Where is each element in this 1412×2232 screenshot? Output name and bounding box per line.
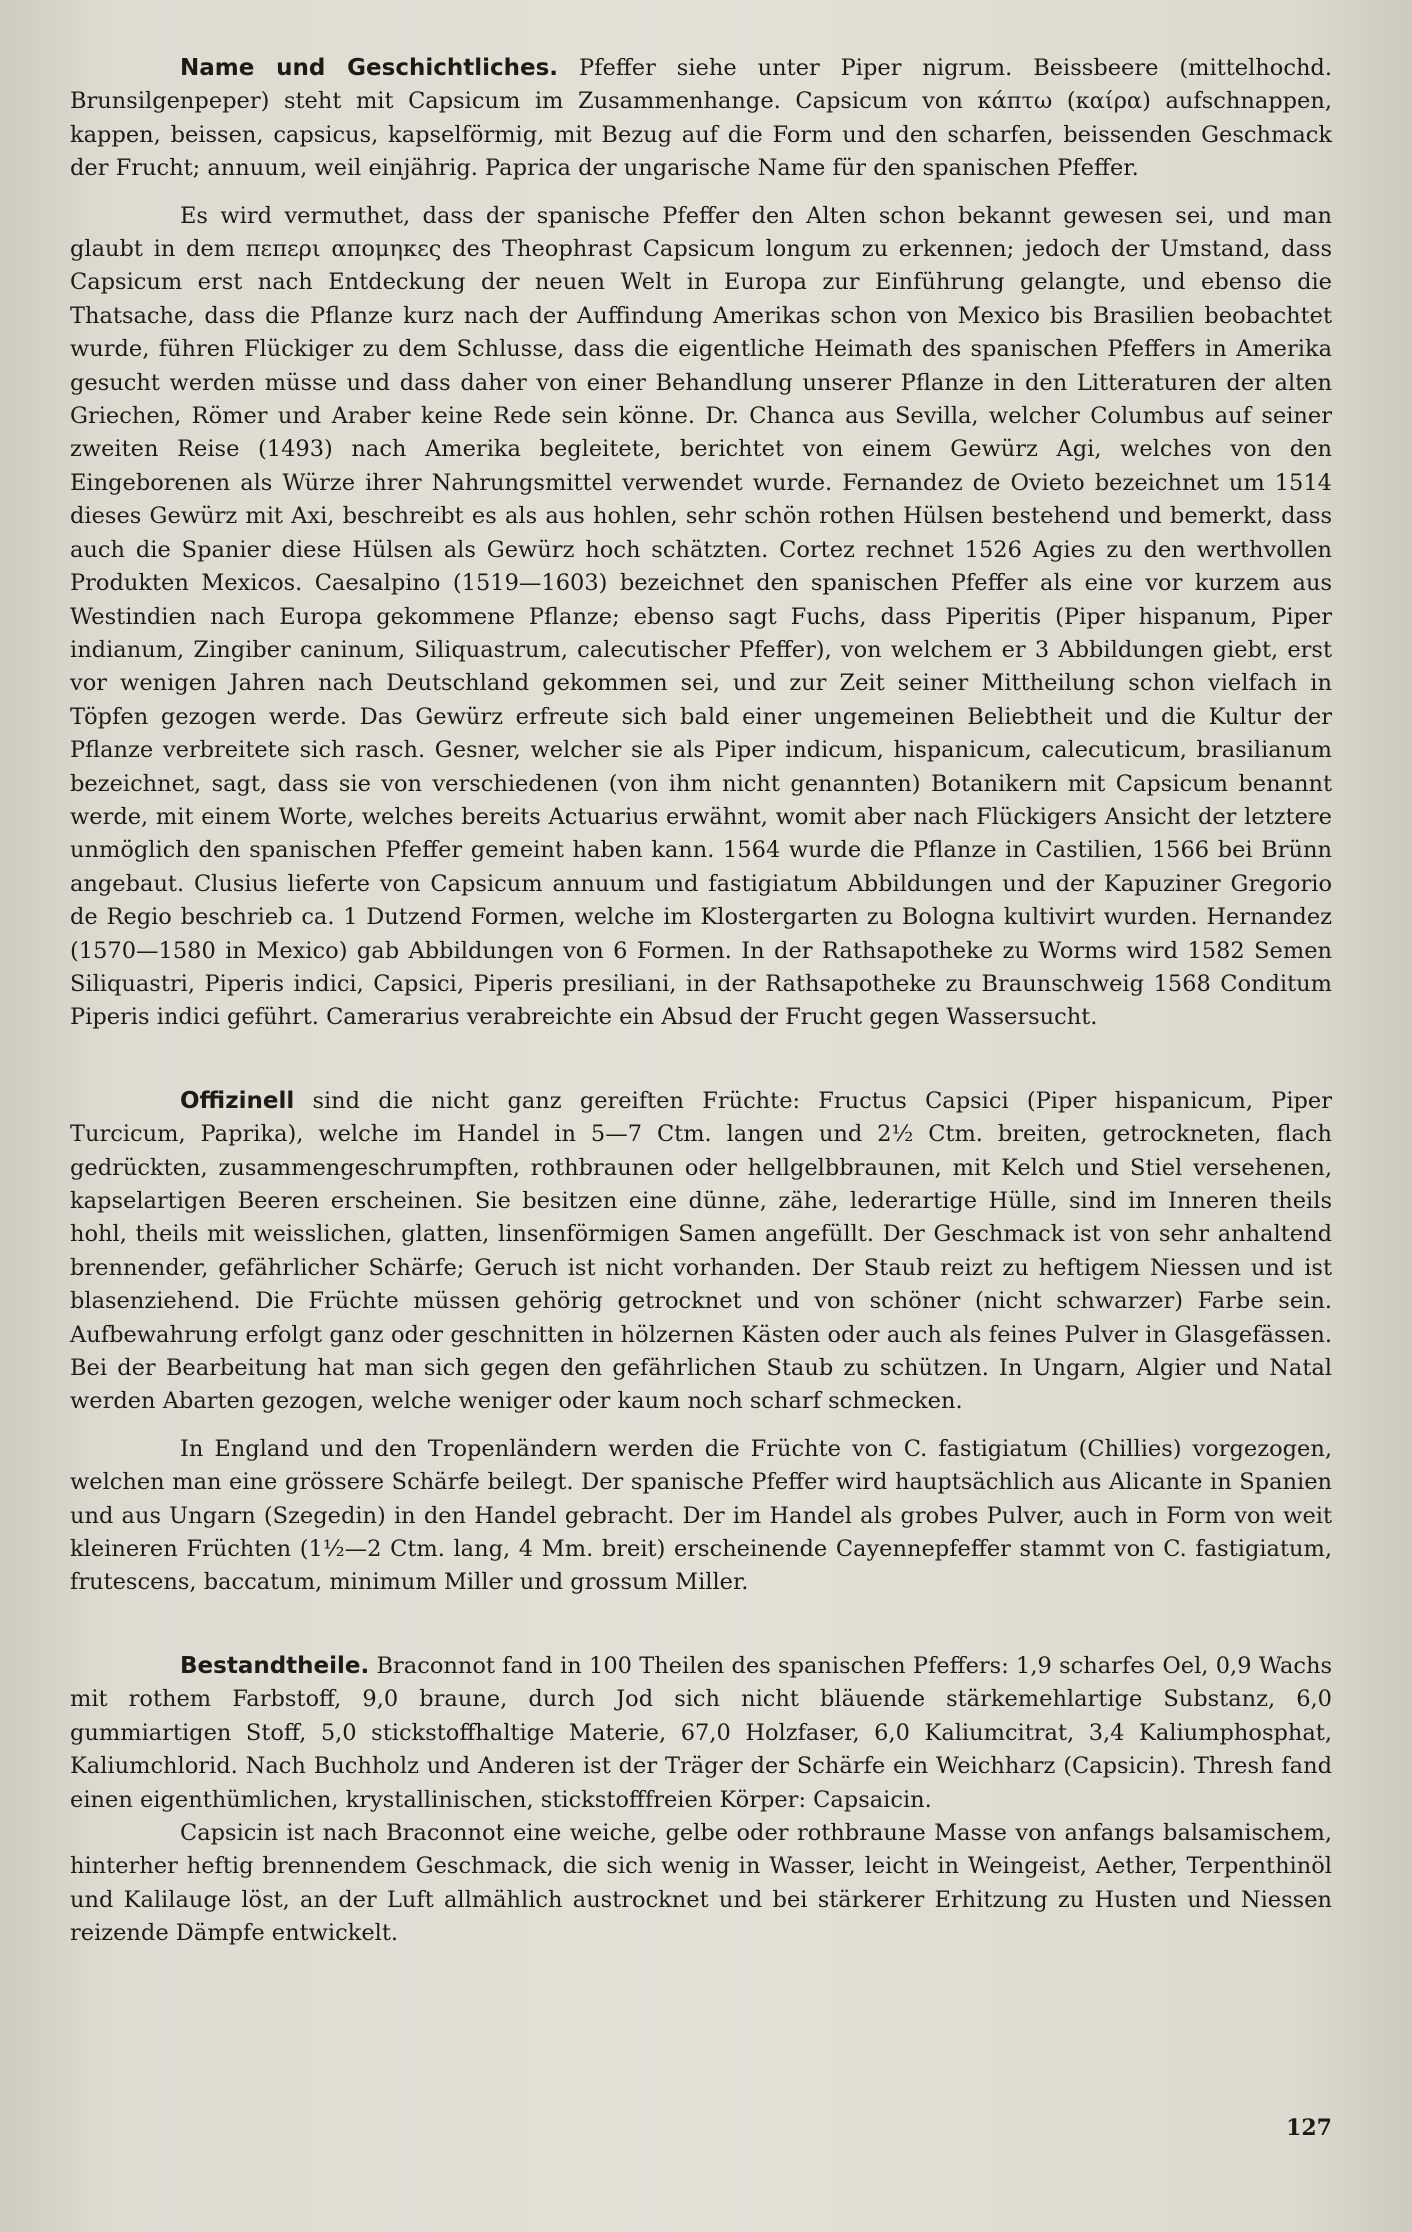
paragraph-constituents xyxy=(70,1650,1332,1817)
paragraph-name-history xyxy=(70,52,1332,186)
paragraph-officinal-trade: In England und den Tropenländern werden die Früchte von C. fastigiatum (Chillies) vorgezogen, welchen man eine grössere Schärfe beilegt. Der spanische Pfeffer wird hauptsächlich aus Alicante in Spanien und aus Ungarn (Szegedin) in den Handel gebracht. Der im Handel als grobes Pulver, auch in Form von weit kleineren Früchten (1½—2 Ctm. lang, 4 Mm. breit) erscheinende Cayennepfeffer stammt von C. fastigiatum, frutescens, baccatum, minimum Miller und grossum Miller. xyxy=(70,1435,1332,1596)
heading-name-history: Name und Geschichtliches. xyxy=(180,55,559,81)
heading-officinal: Offizinell xyxy=(180,1087,295,1114)
text-officinal: sind die nicht ganz gereiften Früchte: Fructus Capsici (Piper hispanicum, Piper Turcicum, Paprika), welche im Handel in 5—7 Ctm. langen und 2½ Ctm. breiten, getrockneten, flach gedrückten, zusammengeschrumpften, rothbraunen oder hellgelbbraunen, mit Kelch und Stiel versehenen, kapselartigen Beeren erscheinen. Sie besitzen eine dünne, zähe, lederartige Hülle, sind im Inneren theils hohl, theils mit weisslichen, glatten, linsenförmigen Samen angefüllt. Der Geschmack ist von sehr anhaltend brennender, gefährlicher Schärfe; Geruch ist nicht vorhanden. Der Staub reizt zu heftigem Niessen und ist blasenziehend. Die Früchte müssen gehörig getrocknet und von schöner (nicht schwarzer) Farbe sein. Aufbewahrung erfolgt ganz oder geschnitten in hölzernen Kästen oder auch als feines Pulver in Glasgefässen. Bei der Bearbeitung hat man sich gegen den gefährlichen Staub zu schützen. In Ungarn, Algier und Natal werden Abarten gezogen, welche weniger oder kaum noch scharf schmecken. xyxy=(70,1087,1332,1415)
paragraph-history-body: Es wird vermuthet, dass der spanische Pfeffer den Alten schon bekannt gewesen sei, und man glaubt in dem πεπερι απομηκες des Theophrast Capsicum longum zu erkennen; jedoch der Umstand, dass Capsicum erst nach Entdeckung der neuen Welt in Europa zur Einführung gelangte, und ebenso die Thatsache, dass die Pflanze kurz nach der Auffindung Amerikas schon von Mexico bis Brasilien beobachtet wurde, führen Flückiger zu dem Schlusse, dass die eigentliche Heimath des spanischen Pfeffers in Amerika gesucht werden müsse und dass daher von einer Behandlung unserer Pflanze in den Litteraturen der alten Griechen, Römer und Araber keine Rede sein könne. Dr. Chanca aus Sevilla, welcher Columbus auf seiner zweiten Reise (1493) nach Amerika begleitete, berichtet von einem Gewürz Agi, welches von den Eingeborenen als Würze ihrer Nahrungsmittel verwendet wurde. Fernandez de Ovieto bezeichnet um 1514 dieses Gewürz mit Axi, beschreibt es als aus hohlen, sehr schön rothen Hülsen bestehend und bemerkt, dass auch die Spanier diese Hülsen als Gewürz hoch schätzten. Cortez rechnet 1526 Agies zu den werthvollen Produkten Mexicos. Caesalpino (1519—1603) bezeichnet den spanischen Pfeffer als eine vor kurzem aus Westindien nach Europa gekommene Pflanze; ebenso sagt Fuchs, dass Piperitis (Piper hispanum, Piper indianum, Zingiber caninum, Siliquastrum, calecutischer Pfeffer), von welchem er 3 Abbildungen giebt, erst vor wenigen Jahren nach Deutschland gekommen sei, und zur Zeit seiner Mittheilung schon vielfach in Töpfen gezogen werde. Das Gewürz erfreute sich bald einer ungemeinen Beliebtheit und die Kultur der Pflanze verbreitete sich rasch. Gesner, welcher sie als Piper indicum, hispanicum, calecuticum, brasilianum bezeichnet, sagt, dass sie von verschiedenen (von ihm nicht genannten) Botanikern mit Capsicum benannt werde, mit einem Worte, welches bereits Actuarius erwähnt, womit aber nach Flückigers Ansicht der letztere unmöglich den spanischen Pfeffer gemeint haben kann. 1564 wurde die Pflanze in Castilien, 1566 bei Brünn angebaut. Clusius lieferte von Capsicum annuum und fastigiatum Abbildungen und der Kapuziner Gregorio de Regio beschrieb ca. 1 Dutzend Formen, welche im Klostergarten zu Bologna kultivirt wurden. Hernandez (1570—1580 in Mexico) gab Abbildungen von 6 Formen. In der Rathsapotheke zu Worms wird 1582 Semen Siliquastri, Piperis indici, Capsici, Piperis presiliani, in der Rathsapotheke zu Braunschweig 1568 Conditum Piperis indici geführt. Camerarius verabreichte ein Absud der Frucht gegen Wassersucht. xyxy=(70,202,1332,1031)
text-constituents: Braconnot fand in 100 Theilen des spanischen Pfeffers: 1,9 scharfes Oel, 0,9 Wachs mit rothem Farbstoff, 9,0 braune, durch Jod sich nicht bläuende stärkemehlartige Substanz, 6,0 gummiartigen Stoff, 5,0 stickstoffhaltige Materie, 67,0 Holzfaser, 6,0 Kaliumcitrat, 3,4 Kaliumphosphat, Kaliumchlorid. Nach Buchholz und Anderen ist der Träger der Schärfe ein Weichharz (Capsicin). Thresh fand einen eigenthümlichen, krystallinischen, stickstofffreien Körper: Capsaicin. xyxy=(70,1652,1332,1813)
paragraph-capsicin: Capsicin ist nach Braconnot eine weiche, gelbe oder rothbraune Masse von anfangs balsamischem, hinterher heftig brennendem Geschmack, die sich wenig in Wasser, leicht in Weingeist, Aether, Terpenthinöl und Kalilauge löst, an der Luft allmählich austrocknet und bei stärkerer Erhitzung zu Husten und Niessen reizende Dämpfe entwickelt. xyxy=(70,1819,1332,1947)
page-number: 127 xyxy=(1286,2115,1332,2141)
heading-constituents: Bestandtheile. xyxy=(180,1652,370,1679)
page-body xyxy=(70,52,1332,1951)
text-name-history: Pfeffer siehe unter Piper nigrum. Beissbeere (mittelhochd. Brunsilgenpeper) steht mit Capsicum im Zusammenhange. Capsicum von κάπτω (καίρα) aufschnappen, kappen, beissen, capsicus, kapselförmig, mit Bezug auf die Form und den scharfen, beissenden Geschmack der Frucht; annuum, weil einjährig. Paprica der ungarische Name für den spanischen Pfeffer. xyxy=(70,55,1332,182)
paragraph-officinal xyxy=(70,1085,1332,1419)
